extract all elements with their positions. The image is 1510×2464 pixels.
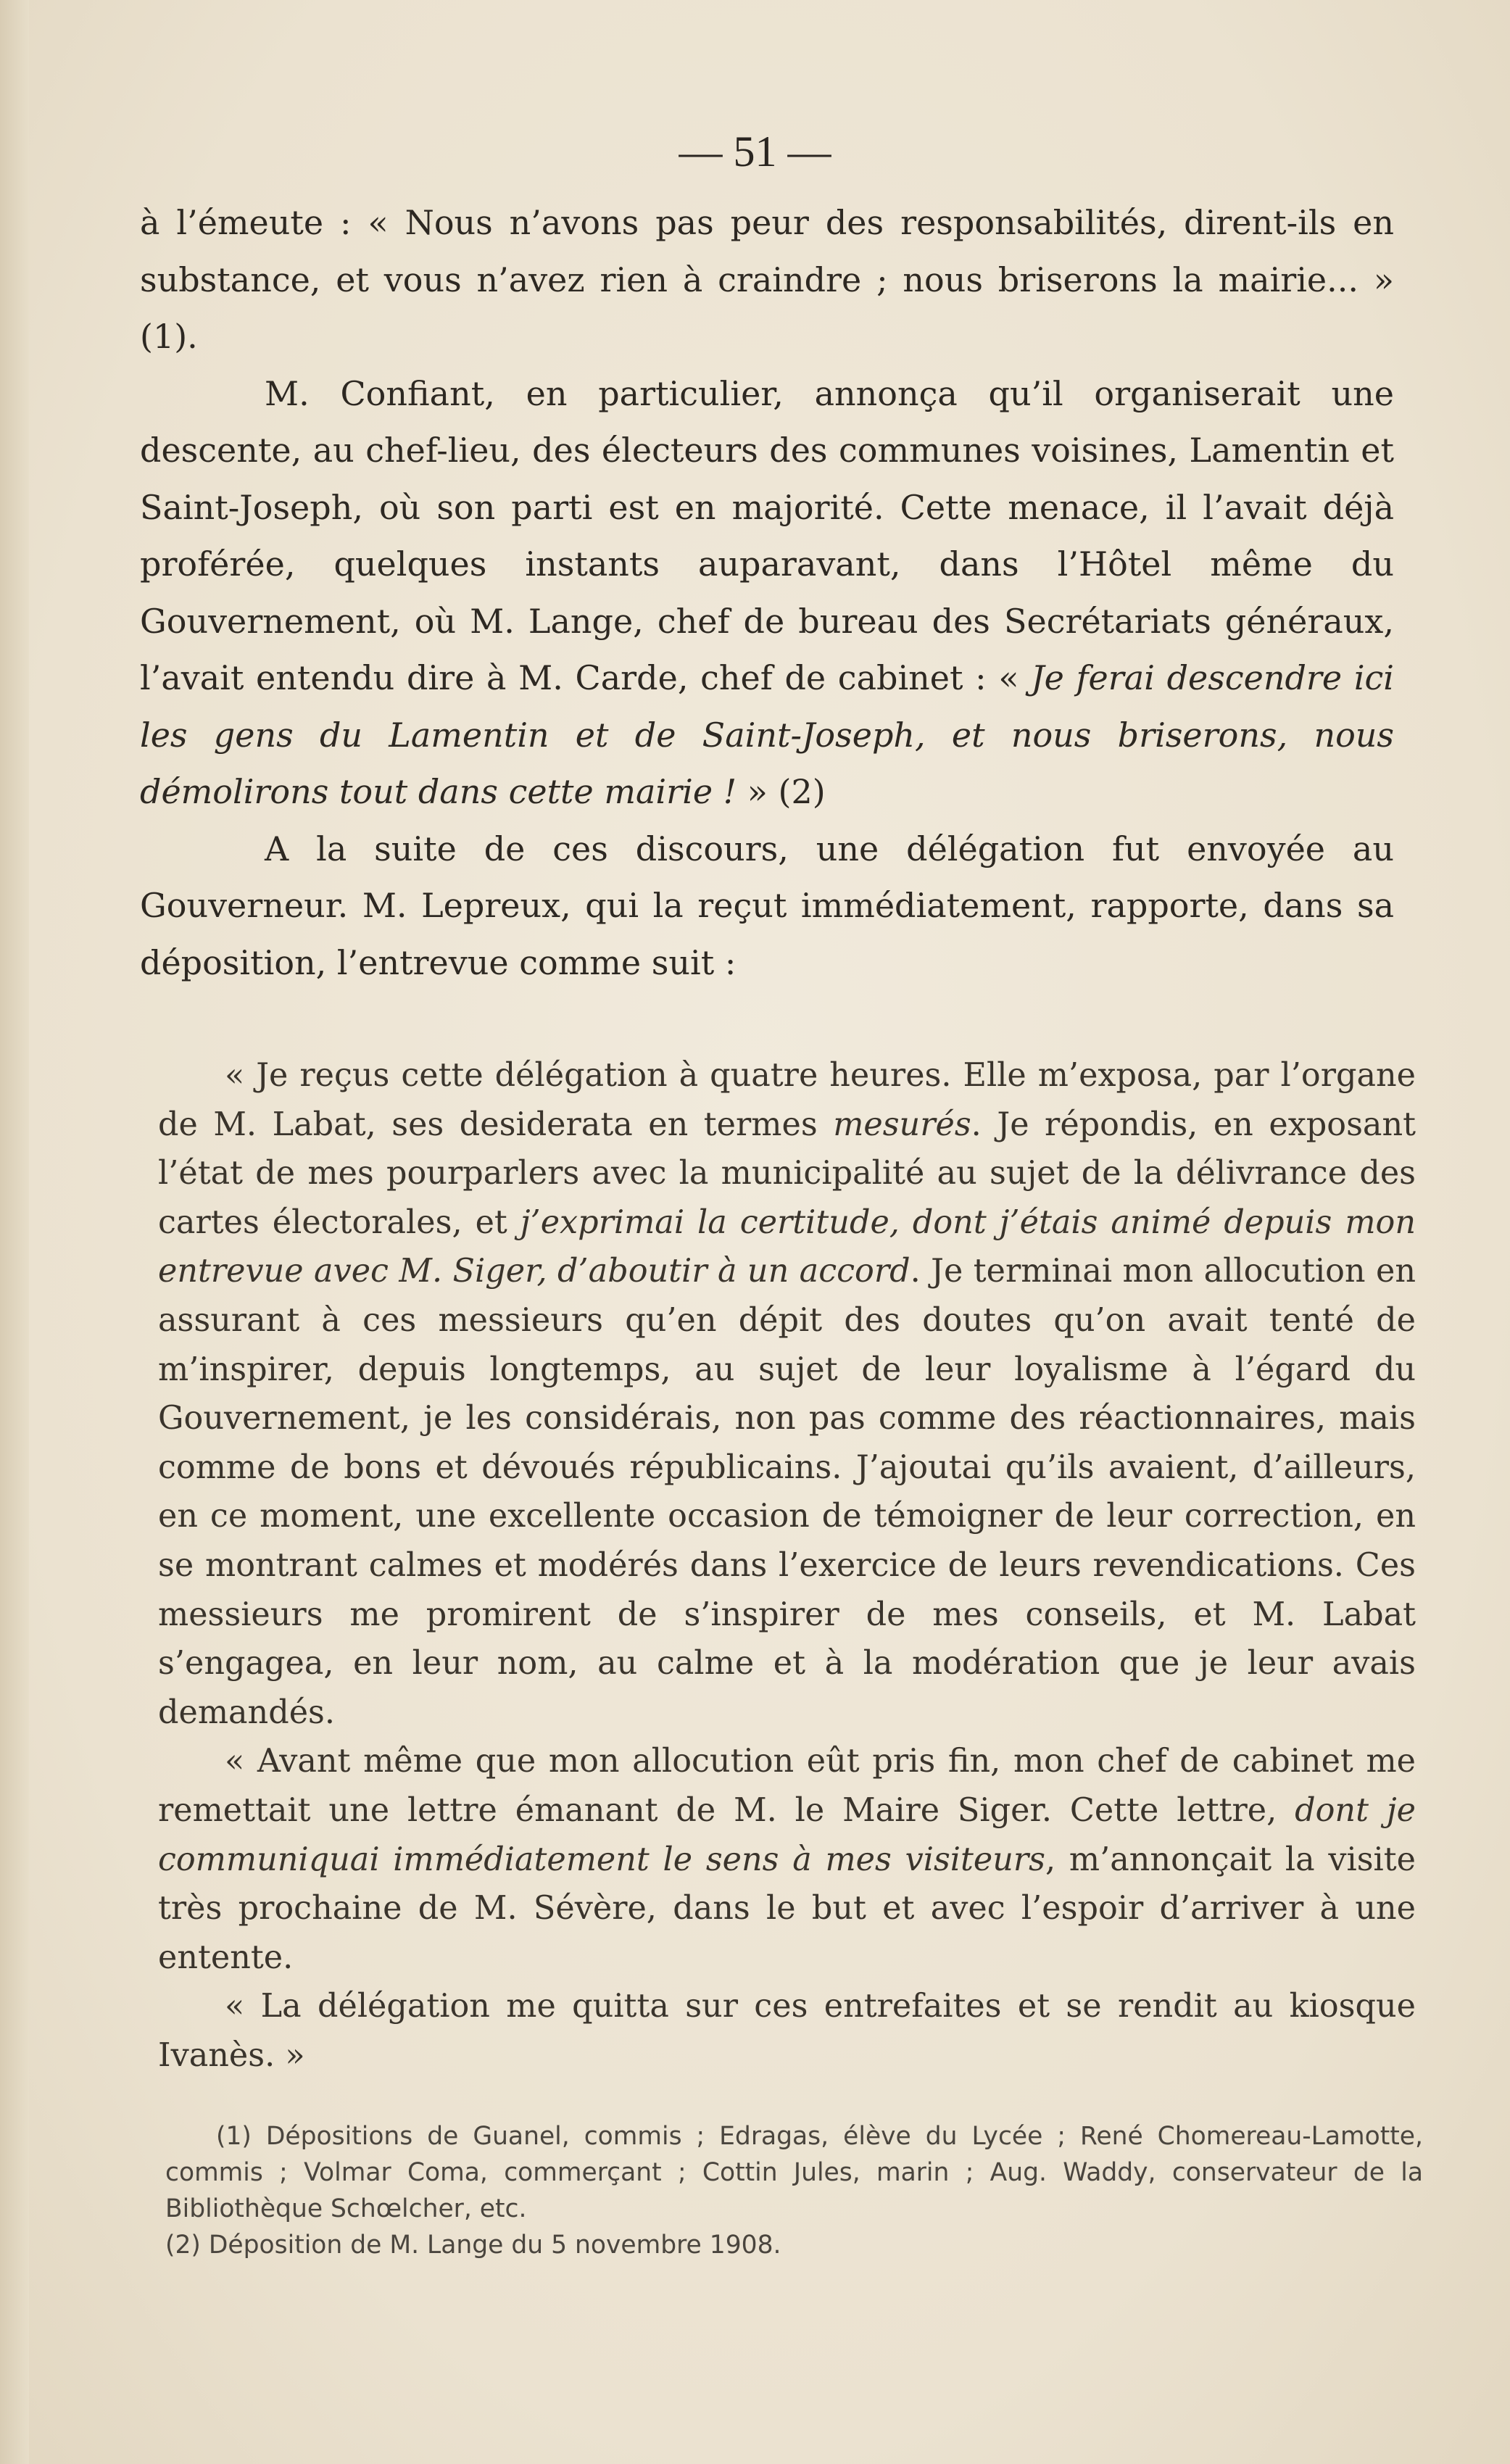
footnote-2: (2) Déposition de M. Lange du 5 novembre 1908. (165, 2231, 781, 2260)
quote-italic: dont je communiquai immédiatement le sens à mes visiteurs (158, 1791, 1416, 1878)
quote-paragraph-2 (158, 1737, 1416, 1982)
paragraph-1: à l’émeute : « Nous n’avons pas peur des responsabilités, dirent-ils en substance, et vous n’avez rien à craindre ; nous briserons la mairie... » (1). (140, 203, 1394, 356)
paragraph-2 (140, 365, 1394, 821)
paragraph-2-text: M. Confiant, en particulier, annonça qu’il organiserait une descente, au chef-lieu, des électeurs des communes voisines, Lamentin et Saint-Joseph, où son parti est en majorité. Cette menace, il l’avait déjà proférée, quelques instants auparavant, dans l’Hôtel même du Gouvernement, où M. Lange, chef de bureau des Secrétariats généraux, l’avait entendu dire à M. Carde, chef de cabinet : « (140, 373, 1394, 697)
paragraph-2-quote: Je ferai descendre ici les gens du Lamentin et de Saint-Joseph, et nous briserons, nous démolirons tout dans cette mairie ! (140, 658, 1395, 811)
quote-paragraph-3: « La délégation me quitta sur ces entrefaites et se rendit au kiosque Ivanès. » (158, 1988, 1416, 2074)
deposition-quote (158, 1051, 1416, 2080)
quote-text: , m’annonçait la visite très prochaine de M. Sévère, dans le but et avec l’espoir d’arriver à une entente. (158, 1841, 1416, 1976)
quote-italic: mesurés (833, 1106, 971, 1143)
page-edge-shadow (0, 0, 29, 2464)
footnote-1: (1) Dépositions de Guanel, commis ; Edragas, élève du Lycée ; René Chomereau-Lamotte, commis ; Volmar Coma, commerçant ; Cottin Jules, marin ; Aug. Waddy, conservateur de la Bibliothèque Schœlcher, etc. (165, 2122, 1423, 2223)
paragraph-3: A la suite de ces discours, une délégation fut envoyée au Gouverneur. M. Lepreux, qui la reçut immédiatement, rapporte, dans sa déposition, l’entrevue comme suit : (140, 829, 1394, 982)
quote-text: . Je répondis, en exposant l’état de mes pourparlers avec la municipalité au sujet de la délivrance des cartes électorales, et (158, 1106, 1416, 1241)
quote-text: . Je terminai mon allocution en assurant à ces messieurs qu’en dépit des doutes qu’on avait tenté de m’inspirer, depuis longtemps, au sujet de leur loyalisme à l’égard du Gouvernement, je les considérais, non pas comme des réactionnaires, mais comme de bons et dévoués républicains. J’ajoutai qu’ils avaient, d’ailleurs, en ce moment, une excellente occasion de témoigner de leur correction, en se montrant calmes et modérés dans l’exercice de leurs revendications. Ces messieurs me promirent de s’inspirer de mes conseils, et M. Labat s’engagea, en leur nom, au calme et à la modération que je leur avais demandés. (158, 1253, 1416, 1731)
quote-paragraph-1 (158, 1051, 1416, 1737)
footnotes (165, 2118, 1423, 2263)
main-text (140, 194, 1394, 991)
quote-text: « Avant même que mon allocution eût pris fin, mon chef de cabinet me remettait une lettre émanant de M. le Maire Siger. Cette lettre, (158, 1743, 1416, 1829)
paragraph-2-end: » (2) (737, 772, 826, 811)
page-number: — 51 — (679, 128, 831, 175)
quote-text: « Je reçus cette délégation à quatre heures. Elle m’exposa, par l’organe de M. Labat, ses desiderata en termes (158, 1057, 1416, 1143)
quote-italic: j’exprimai la certitude, dont j’étais animé depuis mon entrevue avec M. Siger, d’aboutir à un accord (158, 1203, 1416, 1290)
